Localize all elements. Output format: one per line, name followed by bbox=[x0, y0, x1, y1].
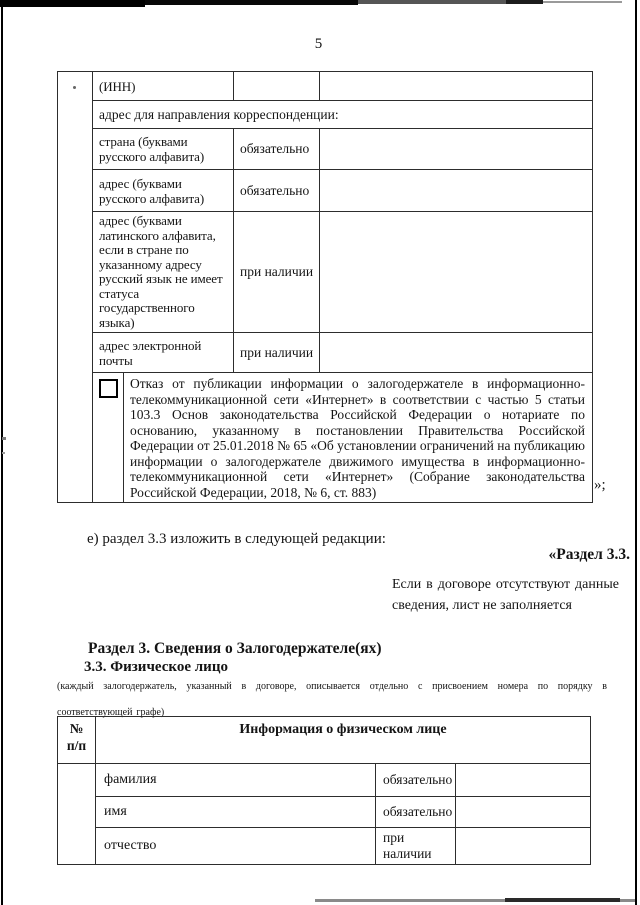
field-label-correspondence-address: адрес для направления корреспонденции: bbox=[93, 101, 593, 129]
value-cell-empty bbox=[320, 129, 593, 170]
value-cell-empty bbox=[456, 797, 591, 828]
field-label-surname: фамилия bbox=[96, 764, 376, 797]
scan-artifact bbox=[2, 437, 6, 440]
scan-edge-top bbox=[506, 0, 543, 4]
value-cell-empty bbox=[456, 764, 591, 797]
value-cell-empty bbox=[320, 333, 593, 373]
subsection-note: (каждый залогодержатель, указанный в договоре, описывается отдельно с присвоением номера по порядку в соответствующей графе) bbox=[57, 681, 607, 718]
field-label-inn: (ИНН) bbox=[93, 72, 234, 101]
scan-edge-top bbox=[358, 0, 506, 4]
checkbox-cell bbox=[93, 373, 124, 502]
requirement-cell: при наличии bbox=[234, 333, 320, 373]
value-cell-empty bbox=[456, 828, 591, 865]
requirement-cell: обязательно bbox=[376, 797, 456, 828]
publication-refusal-checkbox[interactable] bbox=[99, 379, 118, 398]
header-pp: п/п bbox=[66, 738, 87, 753]
scan-edge-top bbox=[0, 0, 145, 7]
scan-edge-right bbox=[635, 0, 637, 905]
value-cell-empty bbox=[320, 170, 593, 212]
header-individual-info: Информация о физическом лице bbox=[96, 717, 591, 764]
field-label-email: адрес электронной почты bbox=[93, 333, 234, 373]
conditional-note: Если в договоре отсутствуют данные сведения, лист не заполняется bbox=[392, 577, 619, 613]
value-cell-empty bbox=[320, 72, 593, 101]
scan-edge-bottom bbox=[505, 898, 620, 902]
row-number-cell bbox=[58, 764, 96, 865]
header-row-number bbox=[58, 717, 96, 764]
row-number-cell bbox=[58, 72, 93, 503]
field-label-address-latin: адрес (буквами латинского алфавита, если в стране по указанному адресу русский язык не имеет статуса государственного языка) bbox=[93, 212, 234, 333]
pledgee-address-table bbox=[57, 71, 593, 503]
scan-edge-top bbox=[145, 0, 358, 5]
quoted-section-reference: «Раздел 3.3. bbox=[548, 546, 630, 563]
value-cell-empty bbox=[320, 212, 593, 333]
scan-artifact bbox=[2, 452, 5, 454]
publication-refusal-text: Отказ от публикации информации о залогодержателе в информационно-телекоммуникационной сети «Интернет» в соответствии с частью 5 статьи 103.3 Основ законодательства Российской Федерации о нотариате по основанию, указанному в постановлении Правительства Российской Федерации от 25.01.2018 № 65 «Об установлении ограничений на публикацию информации о залогодержателе движимого имущества в информационно-телекоммуникационной сети «Интернет» (Собрание законодательства Российской Федерации, 2018, № 6, ст. 883) bbox=[130, 376, 585, 500]
requirement-cell: обязательно bbox=[234, 170, 320, 212]
field-label-name: имя bbox=[96, 797, 376, 828]
page-number: 5 bbox=[314, 36, 323, 52]
requirement-cell: обязательно bbox=[234, 129, 320, 170]
requirement-cell: при наличии bbox=[376, 828, 456, 865]
individual-info-table bbox=[57, 716, 591, 865]
amendment-intro: е) раздел 3.3 изложить в следующей редакции: bbox=[87, 531, 386, 547]
section-3-heading: Раздел 3. Сведения о Залогодержателе(ях) bbox=[88, 640, 382, 657]
field-label-country: страна (буквами русского алфавита) bbox=[93, 129, 234, 170]
field-label-patronymic: отчество bbox=[96, 828, 376, 865]
subsection-3-3-heading: 3.3. Физическое лицо bbox=[84, 659, 228, 675]
requirement-cell: обязательно bbox=[376, 764, 456, 797]
requirement-cell: при наличии bbox=[234, 212, 320, 333]
requirement-cell bbox=[234, 72, 320, 101]
header-number-sign: № bbox=[69, 721, 84, 736]
publication-refusal-row bbox=[93, 373, 593, 503]
closing-quote-mark: »; bbox=[594, 477, 606, 493]
field-label-address-cyrillic: адрес (буквами русского алфавита) bbox=[93, 170, 234, 212]
scan-edge-top bbox=[543, 1, 622, 3]
